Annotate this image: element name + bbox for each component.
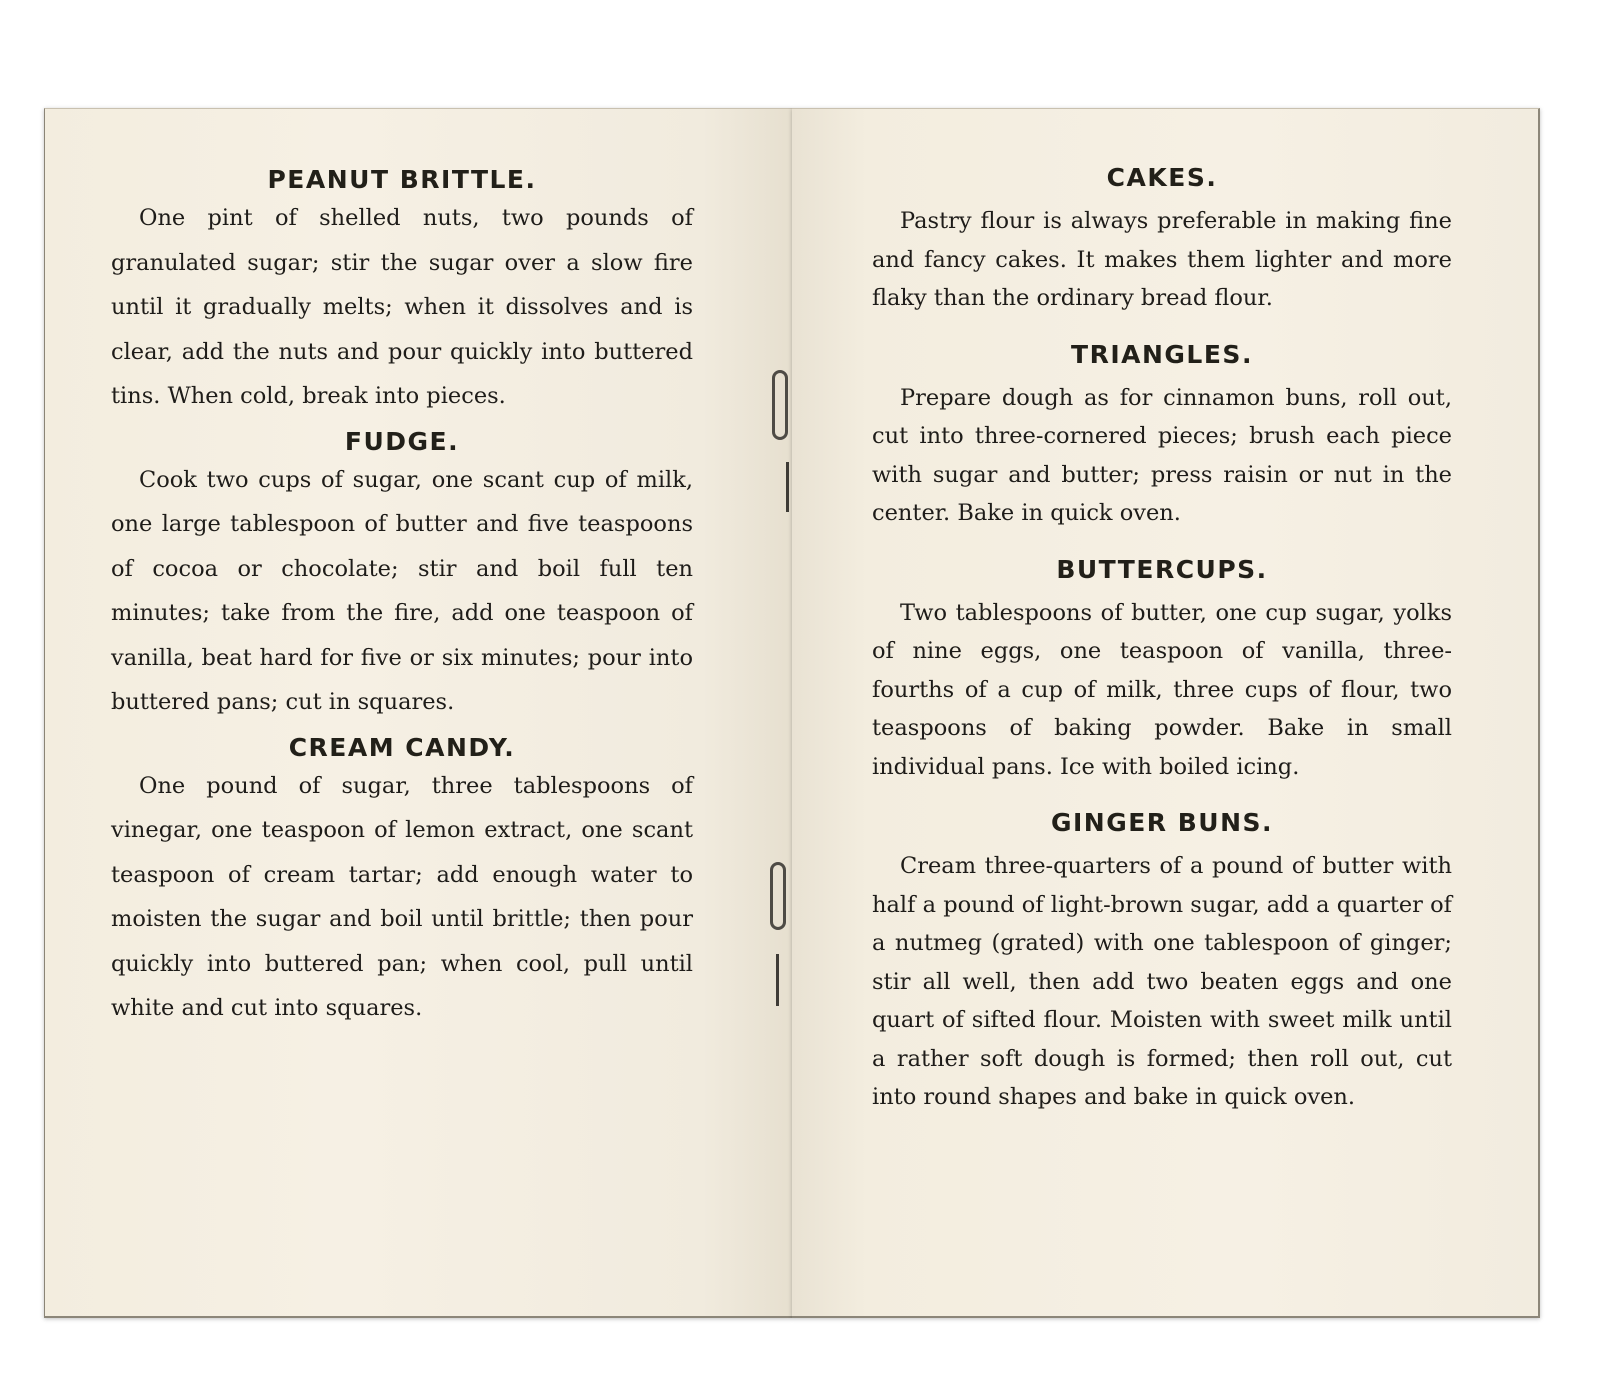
lower-staple-tail [776,954,779,1006]
left-page-text-column [111,159,693,1039]
right-page-text-column [872,159,1452,1139]
recipe-text-peanut-brittle: One pint of shelled nuts, two pounds of granulated sugar; stir the sugar over a slow fire until it gradually melts; when it dissolves and is clear, add the nuts and pour quickly into buttered tins. When cold, break into pieces. [111,205,693,409]
upper-staple-tail [786,462,789,512]
recipe-title-peanut-brittle: PEANUT BRITTLE. [267,165,537,194]
upper-staple [772,370,788,440]
recipe-title-cakes: CAKES. [1106,163,1218,192]
lower-staple [770,862,786,930]
recipe-text-buttercups: Two tablespoons of butter, one cup sugar, yolks of nine eggs, one teaspoon of vanilla, three-fourths of a cup of milk, three cups of flour, two teaspoons of baking powder. Bake in small individual pans. Ice with boiled icing. [872,599,1452,780]
recipe-text-cakes: Pastry flour is always preferable in making fine and fancy cakes. It makes them lighter and more flaky than the ordinary bread flour. [872,208,1452,311]
open-booklet [44,108,1540,1318]
right-page [792,108,1540,1318]
recipe-title-triangles: TRIANGLES. [1071,339,1253,369]
recipe-text-fudge: Cook two cups of sugar, one scant cup of milk, one large tablespoon of butter and five teaspoons of cocoa or chocolate; stir and boil full ten minutes; take from the fire, add one teaspoon of vanilla, beat hard for five or six minutes; pour into buttered pans; cut in squares. [111,466,693,715]
recipe-text-cream-candy: One pound of sugar, three tablespoons of vinegar, one teaspoon of lemon extract, one scant teaspoon of cream tartar; add enough water to moisten the sugar and boil until brittle; then pour quickly into buttered pan; when cool, pull until white and cut into squares. [111,772,693,1021]
recipe-text-triangles: Prepare dough as for cinnamon buns, roll out, cut into three-cornered pieces; brush each piece with sugar and butter; press raisin or nut in the center. Bake in quick oven. [872,384,1452,526]
recipe-text-ginger-buns: Cream three-quarters of a pound of butter with half a pound of light-brown sugar, add a quarter of a nutmeg (grated) with one tablespoon of ginger; stir all well, then add two beaten eggs and one quart of sifted flour. Moisten with sweet milk until a rather soft dough is formed; then roll out, cut into round shapes and bake in quick oven. [872,853,1452,1110]
left-page [44,108,792,1318]
recipe-title-fudge: FUDGE. [344,426,460,456]
recipe-title-cream-candy: CREAM CANDY. [288,732,516,762]
recipe-title-ginger-buns: GINGER BUNS. [1050,808,1274,837]
recipe-title-buttercups: BUTTERCUPS. [1056,554,1268,584]
